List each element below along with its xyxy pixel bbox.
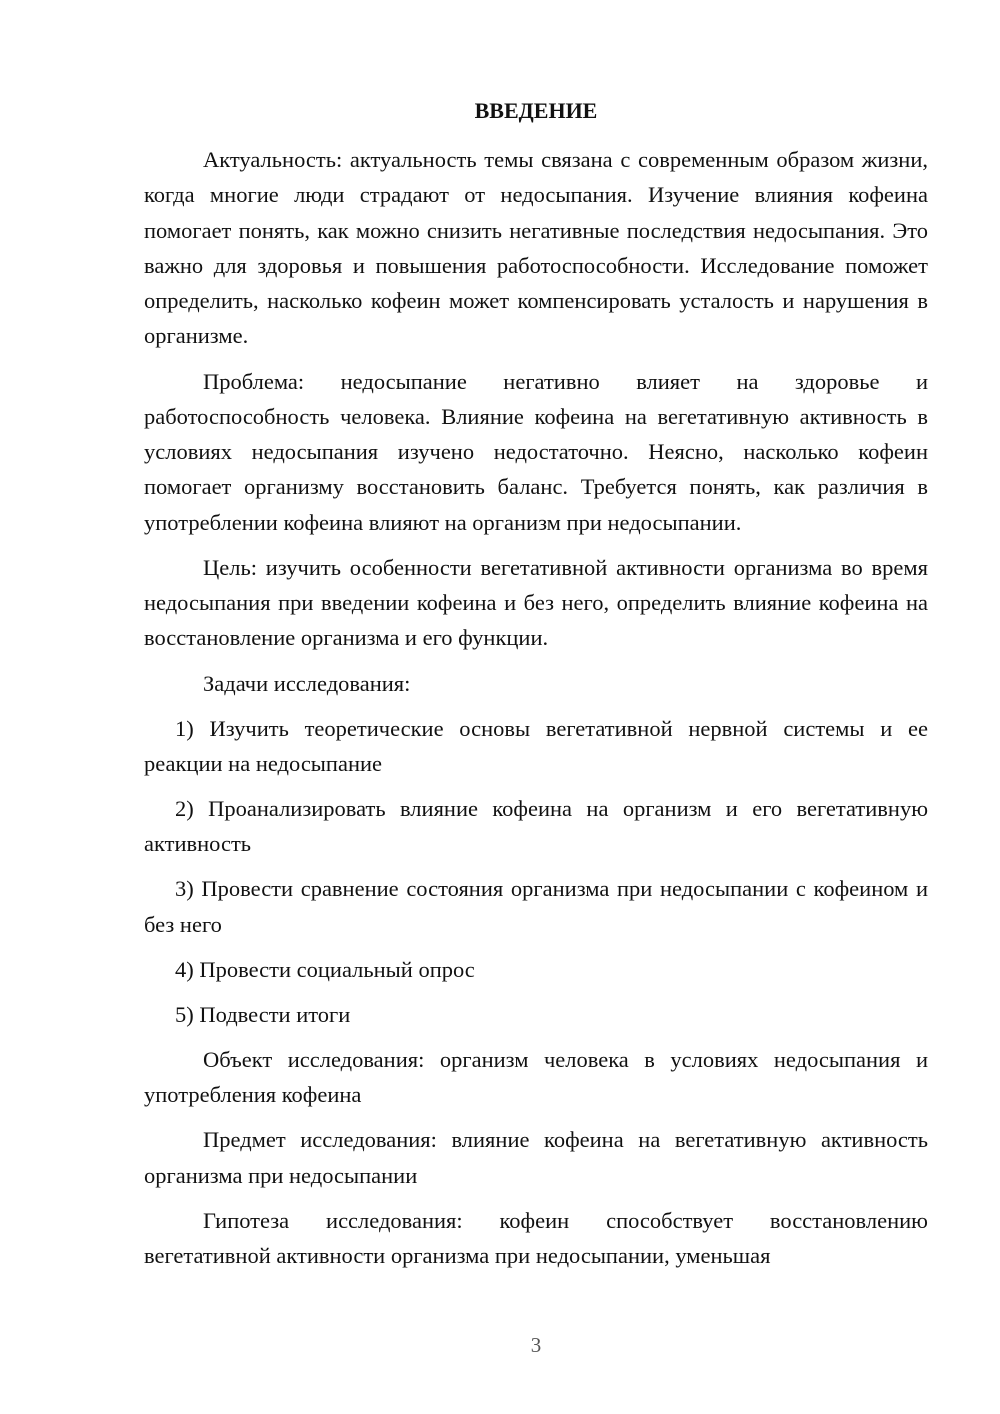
task-item-5: 5) Подвести итоги (175, 1001, 351, 1027)
task-item-1: 1) Изучить теоретические основы вегетативной нервной системы и ее реакции на недосыпание (144, 715, 928, 776)
relevance-paragraph: Актуальность: актуальность темы связана с современным образом жизни, когда многие люди страдают от недосыпания. Изучение влияния кофеина помогает понять, как можно снизить негативные последствия недосыпания. Это важно для здоровья и повышения работоспособности. Исследование поможет определить, насколько кофеин может компенсировать усталость и нарушения в организме. (144, 147, 928, 349)
goal-paragraph: Цель: изучить особенности вегетативной активности организма во время недосыпания при введении кофеина и без него, определить влияние кофеина на восстановление организма и его функции. (144, 554, 928, 651)
hypothesis-paragraph: Гипотеза исследования: кофеин способствует восстановлению вегетативной активности организма при недосыпании, уменьшая (144, 1207, 928, 1269)
problem-paragraph: Проблема: недосыпание негативно влияет на здоровье и работоспособность человека. Влияние кофеина на вегетативную активность в условиях недосыпания изучено недостаточно. Неясно, насколько кофеин помогает организму восстановить баланс. Требуется понять, как различия в употреблении кофеина влияют на организм при недосыпании. (144, 368, 928, 535)
page-title: ВВЕДЕНИЕ (474, 98, 598, 123)
object-paragraph: Объект исследования: организм человека в условиях недосыпания и употребления кофеина (144, 1047, 928, 1108)
task-item-4: 4) Провести социальный опрос (175, 956, 475, 982)
page-number: 3 (530, 1333, 542, 1357)
subject-paragraph: Предмет исследования: влияние кофеина на вегетативную активность организма при недосыпании (144, 1127, 928, 1188)
document-body (144, 142, 928, 1283)
task-item-3: 3) Провести сравнение состояния организма при недосыпании с кофеином и без него (144, 876, 928, 937)
task-item-2: 2) Проанализировать влияние кофеина на организм и его вегетативную активность (144, 796, 928, 857)
tasks-heading: Задачи исследования: (203, 670, 411, 696)
